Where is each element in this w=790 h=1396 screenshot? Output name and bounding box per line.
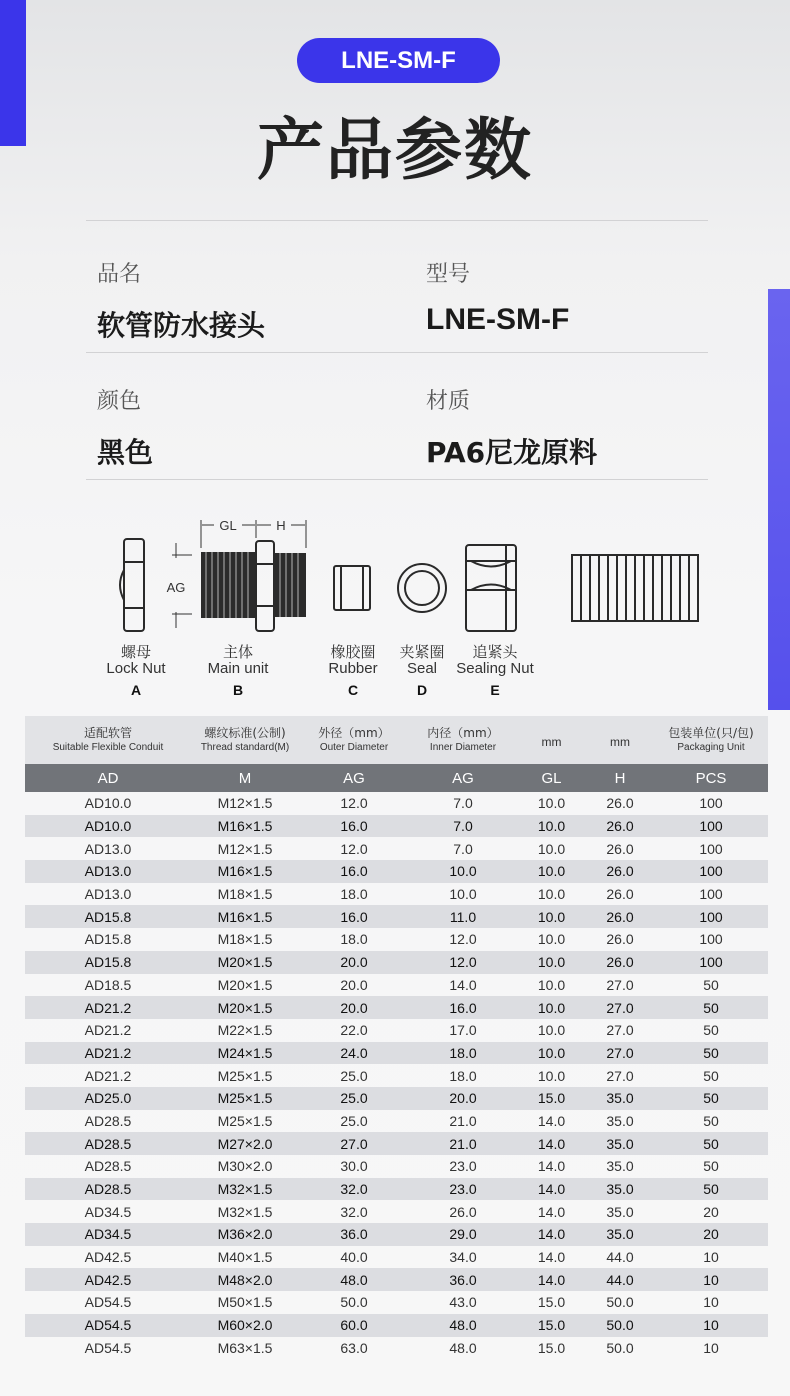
table-cell: 32.0 (299, 1178, 409, 1201)
part-name-cn: 橡胶圈 (330, 643, 376, 661)
table-row (25, 1178, 768, 1201)
color-label: 颜色 (97, 389, 142, 414)
table-cell: 18.0 (340, 931, 368, 948)
table-cell: 50.0 (606, 1294, 634, 1311)
table-cell: 40.0 (340, 1249, 368, 1266)
table-cell: 50 (654, 1178, 768, 1201)
part-letter: C (347, 682, 359, 698)
table-row (25, 815, 768, 838)
table-cell: 12.0 (449, 931, 477, 948)
table-cell: 10 (654, 1268, 768, 1291)
part-name-cn: 夹紧圈 (399, 643, 445, 661)
table-cell: 35.0 (586, 1132, 654, 1155)
table-cell: M18×1.5 (217, 886, 273, 903)
lock-nut-drawing (120, 539, 144, 631)
col-code: H (586, 764, 654, 792)
table-cell: 43.0 (449, 1294, 477, 1311)
table-cell: M40×1.5 (217, 1249, 273, 1266)
table-row (25, 928, 768, 951)
table-cell: AD34.5 (25, 1223, 191, 1246)
table-cell: 50.0 (340, 1294, 368, 1311)
product-name-label: 品名 (97, 262, 142, 287)
table-row (25, 951, 768, 974)
table-cell: AD10.0 (84, 795, 132, 812)
table-row (25, 974, 768, 997)
table-row (25, 1155, 768, 1178)
table-cell: AD54.5 (25, 1314, 191, 1337)
ag-dim-label: AG (166, 580, 186, 595)
table-cell: AD15.8 (84, 931, 132, 948)
table-cell: AD10.0 (25, 815, 191, 838)
part-name-en: Main unit (207, 660, 269, 677)
table-cell: 26.0 (586, 815, 654, 838)
table-cell: AD15.8 (25, 905, 191, 928)
part-letter: D (416, 682, 428, 698)
table-row (25, 1019, 768, 1042)
table-row (25, 883, 768, 906)
table-cell: 100 (654, 815, 768, 838)
table-cell: 20 (654, 1223, 768, 1246)
table-cell: 15.0 (537, 1294, 566, 1311)
table-cell: 63.0 (340, 1339, 368, 1356)
table-cell: 10.0 (537, 1067, 566, 1084)
col-code: PCS (654, 764, 768, 792)
table-cell: 35.0 (606, 1158, 634, 1175)
table-cell: 34.0 (449, 1249, 477, 1266)
table-cell: 27.0 (606, 1067, 634, 1084)
table-cell: 100 (654, 951, 768, 974)
table-cell: AD42.5 (84, 1249, 132, 1266)
part-name-en: Sealing Nut (456, 660, 534, 677)
table-cell: 18.0 (449, 1067, 477, 1084)
table-cell: 35.0 (586, 1178, 654, 1201)
table-cell: M25×1.5 (217, 1067, 273, 1084)
table-cell: AD13.0 (84, 886, 132, 903)
material-label: 材质 (426, 389, 471, 414)
part-caption-b (198, 641, 278, 698)
table-row (25, 996, 768, 1019)
table-cell: 15.0 (537, 1339, 566, 1356)
rubber-drawing (334, 566, 370, 610)
table-cell: 26.0 (606, 795, 634, 812)
table-cell: 10.0 (517, 905, 586, 928)
divider (86, 479, 708, 480)
table-cell: 16.0 (299, 905, 409, 928)
gl-h-dimension (201, 520, 306, 548)
table-cell: 50 (654, 996, 768, 1019)
table-cell: 10.0 (517, 815, 586, 838)
table-cell: 32.0 (340, 1203, 368, 1220)
table-cell: 12.0 (340, 795, 368, 812)
table-cell: 29.0 (409, 1223, 517, 1246)
model-badge: LNE-SM-F (297, 38, 500, 83)
table-row (25, 1337, 768, 1360)
col-code: GL (517, 764, 586, 792)
table-cell: 14.0 (537, 1249, 566, 1266)
table-cell: M60×2.0 (191, 1314, 299, 1337)
table-cell: 50 (703, 1112, 719, 1129)
table-cell: 26.0 (606, 840, 634, 857)
table-cell: 27.0 (606, 976, 634, 993)
main-unit-drawing (201, 541, 306, 631)
table-row (25, 792, 768, 815)
table-cell: 30.0 (340, 1158, 368, 1175)
table-cell: 10.0 (537, 931, 566, 948)
table-row (25, 1314, 768, 1337)
table-cell: 10.0 (517, 860, 586, 883)
table-cell: AD54.5 (84, 1294, 132, 1311)
table-cell: 26.0 (586, 860, 654, 883)
table-row (25, 1110, 768, 1133)
table-cell: 48.0 (449, 1339, 477, 1356)
table-cell: 44.0 (606, 1249, 634, 1266)
col-header-thread: 螺纹标准(公制) Thread standard(M) (191, 716, 299, 764)
col-header-inner-diameter: 内径（mm） Inner Diameter (409, 716, 517, 764)
table-cell: M12×1.5 (217, 840, 273, 857)
table-cell: 50 (654, 1087, 768, 1110)
table-cell: M48×2.0 (191, 1268, 299, 1291)
table-cell: 10.0 (517, 996, 586, 1019)
table-cell: 35.0 (586, 1223, 654, 1246)
table-cell: 50 (703, 976, 719, 993)
model-value: LNE-SM-F (426, 303, 570, 336)
part-name-cn: 追紧头 (472, 643, 518, 661)
table-cell: 25.0 (299, 1087, 409, 1110)
table-cell: 10 (703, 1249, 719, 1266)
table-cell: 27.0 (606, 1022, 634, 1039)
table-cell: 10.0 (517, 951, 586, 974)
table-cell: AD15.8 (25, 951, 191, 974)
table-cell: 23.0 (409, 1178, 517, 1201)
table-row (25, 1291, 768, 1314)
sealing-nut-drawing (466, 545, 516, 631)
table-cell: 36.0 (409, 1268, 517, 1291)
table-cell: 10.0 (537, 886, 566, 903)
table-cell: 16.0 (299, 815, 409, 838)
col-header-conduit: 适配软管 Suitable Flexible Conduit (25, 716, 191, 764)
table-cell: 100 (699, 795, 723, 812)
col-header-outer-diameter: 外径（mm） Outer Diameter (299, 716, 409, 764)
table-cell: 10.0 (449, 886, 477, 903)
table-row (25, 905, 768, 928)
table-cell: 35.0 (586, 1087, 654, 1110)
table-cell: 100 (699, 886, 723, 903)
table-cell: 20.0 (299, 951, 409, 974)
table-cell: 7.0 (409, 815, 517, 838)
table-cell: M36×2.0 (191, 1223, 299, 1246)
h-dim-label: H (276, 518, 286, 533)
table-cell: 14.0 (517, 1132, 586, 1155)
col-header-gl-unit: mm (517, 716, 586, 764)
table-cell: AD13.0 (25, 860, 191, 883)
table-row (25, 1042, 768, 1065)
table-cell: AD18.5 (84, 976, 132, 993)
table-cell: 16.0 (299, 860, 409, 883)
table-code-row (25, 764, 768, 792)
part-caption-a (96, 641, 176, 698)
table-cell: M50×1.5 (217, 1294, 273, 1311)
table-cell: M25×1.5 (217, 1112, 273, 1129)
table-cell: M18×1.5 (217, 931, 273, 948)
table-row (25, 1200, 768, 1223)
table-cell: AD21.2 (25, 1042, 191, 1065)
table-cell: M20×1.5 (191, 996, 299, 1019)
table-cell: 14.0 (537, 1158, 566, 1175)
table-cell: 10 (654, 1314, 768, 1337)
part-letter: E (490, 682, 500, 698)
table-cell: 12.0 (409, 951, 517, 974)
table-cell: 10.0 (537, 840, 566, 857)
table-cell: AD28.5 (84, 1158, 132, 1175)
table-cell: 48.0 (409, 1314, 517, 1337)
table-cell: 10.0 (537, 1022, 566, 1039)
table-cell: 22.0 (340, 1022, 368, 1039)
table-cell: AD34.5 (84, 1203, 132, 1220)
part-caption-c (313, 641, 393, 698)
table-cell: 23.0 (449, 1158, 477, 1175)
part-name-cn: 主体 (222, 643, 253, 661)
table-row (25, 1132, 768, 1155)
table-cell: 18.0 (409, 1042, 517, 1065)
table-cell: 35.0 (606, 1112, 634, 1129)
table-cell: 26.0 (586, 905, 654, 928)
table-cell: AD28.5 (25, 1132, 191, 1155)
table-cell: 100 (654, 860, 768, 883)
part-name-en: Seal (406, 660, 438, 677)
col-code: AD (25, 764, 191, 792)
table-cell: 26.0 (606, 886, 634, 903)
table-cell: 11.0 (409, 905, 517, 928)
table-cell: M30×2.0 (217, 1158, 273, 1175)
component-diagram (96, 510, 706, 705)
part-letter: A (130, 682, 142, 698)
table-cell: AD25.0 (25, 1087, 191, 1110)
flexible-conduit-drawing (572, 555, 698, 621)
table-cell: 27.0 (586, 1042, 654, 1065)
table-cell: AD28.5 (84, 1112, 132, 1129)
right-accent-bar (768, 289, 790, 710)
table-cell: 7.0 (453, 840, 473, 857)
table-cell: AD21.2 (84, 1022, 132, 1039)
table-cell: 50 (703, 1158, 719, 1175)
table-cell: 26.0 (606, 931, 634, 948)
table-cell: 36.0 (299, 1223, 409, 1246)
table-cell: 16.0 (409, 996, 517, 1019)
table-cell: 17.0 (449, 1022, 477, 1039)
part-caption-e (450, 641, 540, 698)
table-cell: 60.0 (299, 1314, 409, 1337)
table-cell: 24.0 (299, 1042, 409, 1065)
table-cell: M32×1.5 (191, 1178, 299, 1201)
table-cell: 27.0 (299, 1132, 409, 1155)
gl-dim-label: GL (219, 518, 237, 533)
table-cell: 20 (703, 1203, 719, 1220)
table-cell: 14.0 (517, 1178, 586, 1201)
table-cell: 27.0 (586, 996, 654, 1019)
table-cell: 35.0 (606, 1203, 634, 1220)
table-cell: M20×1.5 (217, 976, 273, 993)
table-cell: 18.0 (340, 886, 368, 903)
table-body (25, 792, 768, 1359)
divider (86, 352, 708, 353)
table-row (25, 860, 768, 883)
table-cell: M16×1.5 (191, 860, 299, 883)
col-header-packaging: 包装单位(只/包) Packaging Unit (654, 716, 768, 764)
table-cell: 14.0 (449, 976, 477, 993)
table-cell: 21.0 (449, 1112, 477, 1129)
table-cell: 14.0 (537, 1112, 566, 1129)
table-cell: M32×1.5 (217, 1203, 273, 1220)
part-name-cn: 螺母 (120, 643, 151, 661)
part-name-en: Lock Nut (106, 660, 166, 677)
table-cell: 50.0 (586, 1314, 654, 1337)
table-cell: 14.0 (517, 1268, 586, 1291)
table-row (25, 1223, 768, 1246)
table-cell: 20.0 (409, 1087, 517, 1110)
table-cell: 100 (654, 905, 768, 928)
table-cell: M24×1.5 (191, 1042, 299, 1065)
table-cell: 15.0 (517, 1314, 586, 1337)
table-cell: 26.0 (449, 1203, 477, 1220)
table-cell: M27×2.0 (191, 1132, 299, 1155)
table-cell: AD21.2 (84, 1067, 132, 1084)
table-cell: 50 (703, 1022, 719, 1039)
table-cell: 12.0 (340, 840, 368, 857)
color-value: 黑色 (97, 436, 154, 469)
table-cell: M25×1.5 (191, 1087, 299, 1110)
table-cell: 15.0 (517, 1087, 586, 1110)
table-cell: 10.0 (517, 1042, 586, 1065)
col-header-h-unit: mm (586, 716, 654, 764)
part-letter: B (232, 682, 244, 698)
table-cell: 25.0 (340, 1067, 368, 1084)
table-cell: AD54.5 (84, 1339, 132, 1356)
table-cell: 100 (699, 931, 723, 948)
table-row (25, 1087, 768, 1110)
table-cell: 26.0 (586, 951, 654, 974)
table-cell: 20.0 (299, 996, 409, 1019)
table-cell: 10 (703, 1339, 719, 1356)
spec-table (25, 716, 768, 1359)
table-cell: 7.0 (453, 795, 473, 812)
product-name-value: 软管防水接头 (97, 309, 266, 342)
table-cell: 50 (703, 1067, 719, 1084)
table-cell: 50.0 (606, 1339, 634, 1356)
table-cell: M20×1.5 (191, 951, 299, 974)
table-cell: 10 (703, 1294, 719, 1311)
table-cell: AD42.5 (25, 1268, 191, 1291)
table-cell: 50 (654, 1042, 768, 1065)
table-cell: 50 (654, 1132, 768, 1155)
table-cell: 10.0 (537, 795, 566, 812)
col-code: AG (409, 764, 517, 792)
table-cell: M16×1.5 (191, 905, 299, 928)
seal-drawing (398, 564, 446, 612)
table-cell: 14.0 (517, 1223, 586, 1246)
col-code: M (191, 764, 299, 792)
table-cell: 14.0 (537, 1203, 566, 1220)
table-row (25, 1268, 768, 1291)
table-cell: AD21.2 (25, 996, 191, 1019)
page-title: 产品参数 (257, 111, 533, 189)
table-cell: M22×1.5 (217, 1022, 273, 1039)
table-header-row (25, 716, 768, 764)
table-cell: M63×1.5 (217, 1339, 273, 1356)
part-name-en: Rubber (328, 660, 378, 677)
table-cell: 100 (699, 840, 723, 857)
table-row (25, 837, 768, 860)
table-cell: 21.0 (409, 1132, 517, 1155)
table-cell: AD13.0 (84, 840, 132, 857)
table-cell: 10.0 (409, 860, 517, 883)
table-cell: 20.0 (340, 976, 368, 993)
table-cell: 10.0 (537, 976, 566, 993)
table-row (25, 1064, 768, 1087)
table-cell: 48.0 (299, 1268, 409, 1291)
table-cell: M12×1.5 (217, 795, 273, 812)
col-code: AG (299, 764, 409, 792)
divider (86, 220, 708, 221)
table-cell: 25.0 (340, 1112, 368, 1129)
model-label: 型号 (426, 262, 471, 287)
table-cell: M16×1.5 (191, 815, 299, 838)
table-cell: AD28.5 (25, 1178, 191, 1201)
table-cell: 44.0 (586, 1268, 654, 1291)
material-value: PA6尼龙原料 (426, 436, 598, 469)
table-row (25, 1246, 768, 1269)
component-drawings (96, 510, 706, 640)
